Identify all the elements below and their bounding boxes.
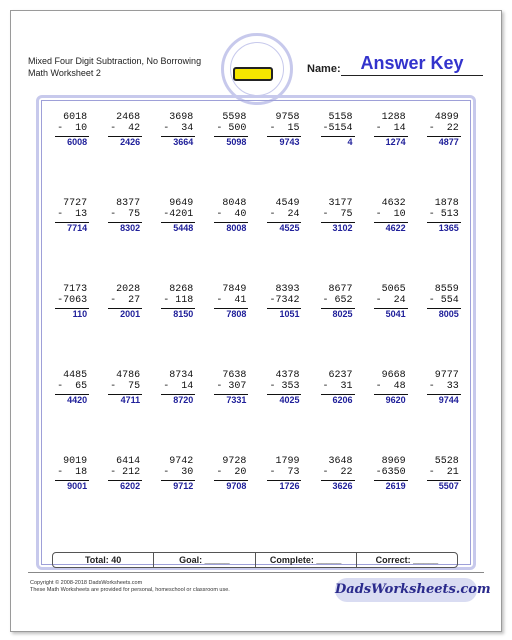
answer: 4025 bbox=[279, 395, 300, 405]
minuend: 8969 bbox=[381, 456, 406, 467]
minuend: 4899 bbox=[434, 112, 459, 123]
problem bbox=[150, 456, 203, 542]
answer: 9708 bbox=[226, 481, 247, 491]
minuend: 4786 bbox=[116, 370, 141, 381]
problem bbox=[150, 198, 203, 284]
answer: 8008 bbox=[226, 223, 247, 233]
subtrahend: -5154 bbox=[322, 123, 353, 134]
answer: 9001 bbox=[67, 481, 88, 491]
minuend: 2468 bbox=[116, 112, 141, 123]
minuend: 1288 bbox=[381, 112, 406, 123]
subtrahend: - 22 bbox=[322, 467, 353, 478]
minuend: 8377 bbox=[116, 198, 141, 209]
problem bbox=[97, 456, 150, 542]
subtrahend: - 73 bbox=[269, 467, 300, 478]
subtrahend: - 353 bbox=[269, 381, 300, 392]
minuend: 8048 bbox=[222, 198, 247, 209]
answer: 110 bbox=[72, 309, 88, 319]
minuend: 3698 bbox=[169, 112, 194, 123]
subtrahend: - 10 bbox=[375, 209, 406, 220]
answer: 1051 bbox=[279, 309, 300, 319]
subtrahend: - 27 bbox=[110, 295, 141, 306]
problem bbox=[203, 198, 256, 284]
problem bbox=[416, 456, 469, 542]
problem bbox=[416, 112, 469, 198]
answer: 1365 bbox=[438, 223, 459, 233]
site-logo: DadsWorksheets.com bbox=[335, 578, 477, 602]
subtrahend: - 31 bbox=[322, 381, 353, 392]
problem bbox=[256, 284, 309, 370]
problem bbox=[44, 370, 97, 456]
minuend: 9649 bbox=[169, 198, 194, 209]
problem bbox=[203, 456, 256, 542]
minuend: 8734 bbox=[169, 370, 194, 381]
summary-correct: Correct: _____ bbox=[375, 555, 439, 565]
minuend: 1799 bbox=[275, 456, 300, 467]
copyright-line: Copyright © 2008-2018 DadsWorksheets.com bbox=[30, 580, 143, 586]
name-label: Name: bbox=[307, 63, 341, 75]
problem bbox=[203, 284, 256, 370]
subtrahend: - 75 bbox=[110, 381, 141, 392]
minuend: 3177 bbox=[328, 198, 353, 209]
subtrahend: - 14 bbox=[163, 381, 194, 392]
problem bbox=[44, 456, 97, 542]
answer: 7331 bbox=[226, 395, 247, 405]
minuend: 6237 bbox=[328, 370, 353, 381]
minuend: 1878 bbox=[434, 198, 459, 209]
problem bbox=[150, 284, 203, 370]
answer: 9620 bbox=[385, 395, 406, 405]
answer: 5507 bbox=[438, 481, 459, 491]
minuend: 9728 bbox=[222, 456, 247, 467]
minuend: 8268 bbox=[169, 284, 194, 295]
minuend: 5158 bbox=[328, 112, 353, 123]
answer: 5098 bbox=[226, 137, 247, 147]
summary-total: Total: 40 bbox=[53, 553, 154, 567]
worksheet-title bbox=[28, 55, 201, 79]
subtrahend: -7063 bbox=[57, 295, 88, 306]
title-line-2: Math Worksheet 2 bbox=[28, 68, 101, 78]
subtrahend: - 65 bbox=[57, 381, 88, 392]
problem bbox=[363, 370, 416, 456]
answer-key-label: Answer Key bbox=[341, 52, 483, 76]
problem bbox=[309, 284, 362, 370]
problems-grid bbox=[44, 112, 469, 542]
minuend: 9758 bbox=[275, 112, 300, 123]
problem bbox=[203, 370, 256, 456]
answer: 4711 bbox=[120, 395, 141, 405]
problem bbox=[256, 456, 309, 542]
problem bbox=[44, 284, 97, 370]
problem bbox=[44, 112, 97, 198]
answer: 3626 bbox=[332, 481, 353, 491]
problem bbox=[97, 198, 150, 284]
minuend: 7727 bbox=[63, 198, 88, 209]
subtrahend: - 48 bbox=[375, 381, 406, 392]
minuend: 5598 bbox=[222, 112, 247, 123]
answer: 8302 bbox=[120, 223, 141, 233]
subtrahend: - 30 bbox=[163, 467, 194, 478]
minuend: 4632 bbox=[381, 198, 406, 209]
problem-row bbox=[44, 112, 469, 198]
problem bbox=[150, 370, 203, 456]
problem bbox=[309, 456, 362, 542]
answer: 9712 bbox=[173, 481, 194, 491]
minuend: 4549 bbox=[275, 198, 300, 209]
problem bbox=[416, 198, 469, 284]
minuend: 3648 bbox=[328, 456, 353, 467]
problem bbox=[309, 370, 362, 456]
problem bbox=[256, 112, 309, 198]
footer-divider bbox=[28, 572, 484, 573]
problem bbox=[150, 112, 203, 198]
problem bbox=[256, 198, 309, 284]
subtrahend: -6350 bbox=[375, 467, 406, 478]
answer: 6206 bbox=[332, 395, 353, 405]
summary-complete: Complete: _____ bbox=[256, 553, 357, 567]
minuend: 9668 bbox=[381, 370, 406, 381]
problem-row bbox=[44, 456, 469, 542]
answer: 4525 bbox=[279, 223, 300, 233]
pencil-icon bbox=[233, 67, 273, 81]
minuend: 5065 bbox=[381, 284, 406, 295]
problem bbox=[203, 112, 256, 198]
answer: 7808 bbox=[226, 309, 247, 319]
summary-goal: Goal: _____ bbox=[154, 553, 255, 567]
minuend: 8559 bbox=[434, 284, 459, 295]
answer: 1274 bbox=[385, 137, 406, 147]
minuend: 9019 bbox=[63, 456, 88, 467]
minuend: 7638 bbox=[222, 370, 247, 381]
answer: 8005 bbox=[438, 309, 459, 319]
problem bbox=[416, 370, 469, 456]
problem bbox=[363, 456, 416, 542]
minuend: 5528 bbox=[434, 456, 459, 467]
subtrahend: - 41 bbox=[216, 295, 247, 306]
subtrahend: - 212 bbox=[110, 467, 141, 478]
subtrahend: - 22 bbox=[428, 123, 459, 134]
subtrahend: - 34 bbox=[163, 123, 194, 134]
subtrahend: - 513 bbox=[428, 209, 459, 220]
subtrahend: - 652 bbox=[322, 295, 353, 306]
answer: 2426 bbox=[120, 137, 141, 147]
answer: 6202 bbox=[120, 481, 141, 491]
minuend: 6018 bbox=[63, 112, 88, 123]
minuend: 7173 bbox=[63, 284, 88, 295]
title-line-1: Mixed Four Digit Subtraction, No Borrowing bbox=[28, 56, 202, 66]
answer: 3664 bbox=[173, 137, 194, 147]
subtrahend: - 20 bbox=[216, 467, 247, 478]
answer: 4622 bbox=[385, 223, 406, 233]
minuend: 8677 bbox=[328, 284, 353, 295]
usage-notice: These Math Worksheets are provided for personal, homeschool or classroom use. bbox=[30, 587, 230, 593]
minuend: 6414 bbox=[116, 456, 141, 467]
answer: 8720 bbox=[173, 395, 194, 405]
minuend: 8393 bbox=[275, 284, 300, 295]
problem bbox=[363, 198, 416, 284]
subtrahend: - 118 bbox=[163, 295, 194, 306]
subtrahend: - 500 bbox=[216, 123, 247, 134]
answer: 2001 bbox=[120, 309, 141, 319]
subtrahend: - 13 bbox=[57, 209, 88, 220]
answer: 4420 bbox=[67, 395, 88, 405]
minuend: 4485 bbox=[63, 370, 88, 381]
answer: 3102 bbox=[332, 223, 353, 233]
subtrahend: - 307 bbox=[216, 381, 247, 392]
minuend: 4378 bbox=[275, 370, 300, 381]
subtrahend: -7342 bbox=[269, 295, 300, 306]
answer: 8025 bbox=[332, 309, 353, 319]
subtrahend: -4201 bbox=[163, 209, 194, 220]
problem-row bbox=[44, 370, 469, 456]
minuend: 2028 bbox=[116, 284, 141, 295]
minuend: 9742 bbox=[169, 456, 194, 467]
subtrahend: - 40 bbox=[216, 209, 247, 220]
subtrahend: - 15 bbox=[269, 123, 300, 134]
subtrahend: - 554 bbox=[428, 295, 459, 306]
problem bbox=[309, 112, 362, 198]
answer: 8150 bbox=[173, 309, 194, 319]
answer: 5041 bbox=[385, 309, 406, 319]
answer: 9743 bbox=[279, 137, 300, 147]
problem bbox=[97, 112, 150, 198]
problem bbox=[309, 198, 362, 284]
subtrahend: - 75 bbox=[322, 209, 353, 220]
problem bbox=[363, 284, 416, 370]
answer: 9744 bbox=[438, 395, 459, 405]
answer: 4877 bbox=[438, 137, 459, 147]
subtrahend: - 14 bbox=[375, 123, 406, 134]
summary-bar bbox=[52, 552, 458, 568]
subtrahend: - 75 bbox=[110, 209, 141, 220]
answer: 5448 bbox=[173, 223, 194, 233]
answer: 6008 bbox=[67, 137, 88, 147]
problem bbox=[256, 370, 309, 456]
problem bbox=[44, 198, 97, 284]
answer: 4 bbox=[347, 137, 353, 147]
minuend: 9777 bbox=[434, 370, 459, 381]
answer: 2619 bbox=[385, 481, 406, 491]
subtrahend: - 21 bbox=[428, 467, 459, 478]
subtrahend: - 10 bbox=[57, 123, 88, 134]
subtrahend: - 24 bbox=[375, 295, 406, 306]
answer: 1726 bbox=[279, 481, 300, 491]
subtrahend: - 42 bbox=[110, 123, 141, 134]
subtrahend: - 24 bbox=[269, 209, 300, 220]
minuend: 7849 bbox=[222, 284, 247, 295]
problem bbox=[416, 284, 469, 370]
copyright bbox=[30, 580, 230, 594]
problem-row bbox=[44, 198, 469, 284]
subtrahend: - 18 bbox=[57, 467, 88, 478]
problem-row bbox=[44, 284, 469, 370]
subtrahend: - 33 bbox=[428, 381, 459, 392]
problem bbox=[97, 370, 150, 456]
answer: 7714 bbox=[67, 223, 88, 233]
problem bbox=[363, 112, 416, 198]
problem bbox=[97, 284, 150, 370]
